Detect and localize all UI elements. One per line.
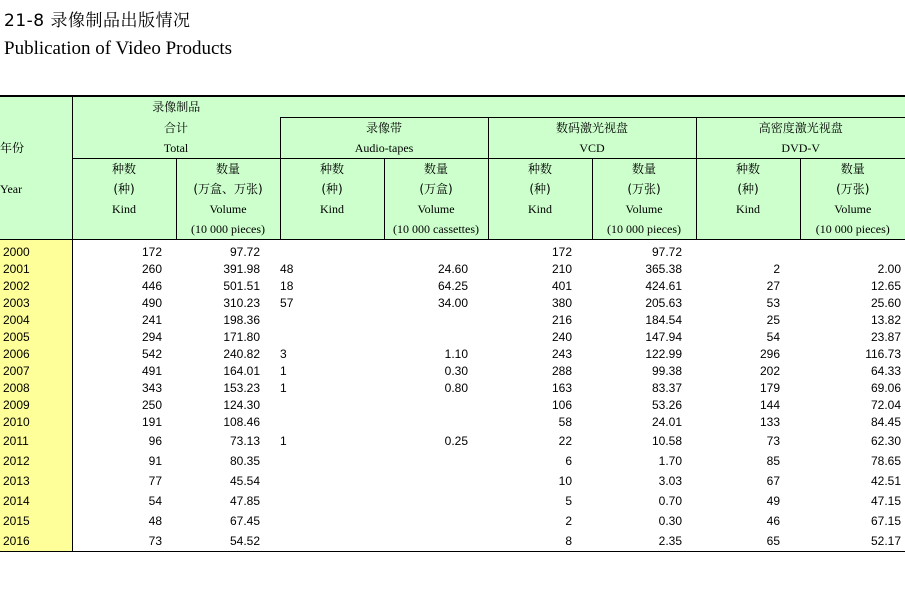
tapes-kind-cell xyxy=(280,451,384,471)
table-row xyxy=(0,346,905,363)
total-volume-cell: 97.72 xyxy=(229,245,261,259)
tapes-volume-cell xyxy=(384,414,488,431)
dvd-kind-cell: 85 xyxy=(766,454,781,468)
tapes-volume-cell xyxy=(384,397,488,414)
year-cell: 2015 xyxy=(0,511,72,531)
vcd-volume-en: Volume xyxy=(592,199,696,219)
tapes-kind-blank xyxy=(280,219,384,240)
vcd-kind-cn: 种数 xyxy=(488,159,592,180)
tapes-kind-cell xyxy=(280,471,384,491)
header-tapes-en: Audio-tapes xyxy=(280,138,488,159)
total-kind-cell: 96 xyxy=(148,434,162,448)
total-kind-cn: 种数 xyxy=(72,159,176,180)
total-kind-cell: 250 xyxy=(141,398,162,412)
dvd-kind-en: Kind xyxy=(696,199,800,219)
table-row xyxy=(0,397,905,414)
dvd-volume-cell: 47.15 xyxy=(870,494,902,508)
total-volume-cell: 73.13 xyxy=(229,434,261,448)
tapes-kind-cell xyxy=(280,414,384,431)
total-volume-en: Volume xyxy=(176,199,280,219)
total-volume-cell: 153.23 xyxy=(223,381,261,395)
tapes-kind-cell xyxy=(280,244,384,261)
vcd-volume-unit-en: (10 000 pieces) xyxy=(592,219,696,240)
vcd-volume-cell: 205.63 xyxy=(645,296,683,310)
year-cell: 2016 xyxy=(0,531,72,552)
vcd-volume-cell: 99.38 xyxy=(651,364,683,378)
year-cell: 2012 xyxy=(0,451,72,471)
total-kind-cell: 48 xyxy=(148,514,162,528)
vcd-volume-cell: 24.01 xyxy=(651,415,683,429)
header-dvd-cn: 高密度激光视盘 xyxy=(696,118,905,139)
vcd-kind-cell: 2 xyxy=(565,514,573,528)
vcd-volume-cn: 数量 xyxy=(592,159,696,180)
tapes-volume-unit: (万盒) xyxy=(384,179,488,199)
tapes-kind-cell xyxy=(280,491,384,511)
total-volume-unit-en: (10 000 pieces) xyxy=(176,219,280,240)
year-cell: 2003 xyxy=(0,295,72,312)
vcd-kind-unit: (种) xyxy=(488,179,592,199)
total-volume-cell: 47.85 xyxy=(229,494,261,508)
tapes-kind-cell xyxy=(280,511,384,531)
total-kind-cell: 343 xyxy=(141,381,162,395)
vcd-kind-cell: 401 xyxy=(551,279,573,293)
dvd-kind-cell: 53 xyxy=(766,296,781,310)
vcd-volume-cell: 2.35 xyxy=(592,531,696,552)
vcd-volume-cell: 424.61 xyxy=(645,279,683,293)
year-cell: 2001 xyxy=(0,261,72,278)
vcd-volume-cell: 147.94 xyxy=(645,330,683,344)
table-row xyxy=(0,278,905,295)
tapes-volume-cn: 数量 xyxy=(384,159,488,180)
dvd-kind-cell: 2 xyxy=(773,262,781,276)
tapes-kind-cell: 18 xyxy=(280,279,294,293)
total-kind-cell: 491 xyxy=(141,364,162,378)
vcd-kind-cell: 216 xyxy=(551,313,573,327)
year-header-blank-4 xyxy=(0,159,72,180)
table-row xyxy=(0,431,905,451)
year-cell: 2011 xyxy=(0,431,72,451)
dvd-volume-en: Volume xyxy=(800,199,905,219)
dvd-kind-cell: 49 xyxy=(766,494,781,508)
tapes-kind-en: Kind xyxy=(280,199,384,219)
vcd-kind-blank xyxy=(488,219,592,240)
vcd-kind-en: Kind xyxy=(488,199,592,219)
year-cell: 2014 xyxy=(0,491,72,511)
vcd-volume-cell: 10.58 xyxy=(651,434,683,448)
total-kind-cell: 91 xyxy=(148,454,162,468)
header-vcd-en: VCD xyxy=(488,138,696,159)
total-kind-cell: 73 xyxy=(72,531,176,552)
dvd-volume-cn: 数量 xyxy=(800,159,905,180)
year-cell: 2008 xyxy=(0,380,72,397)
header-top-blank xyxy=(280,96,905,118)
year-header-blank-top xyxy=(0,96,72,118)
tapes-kind-cell xyxy=(280,531,384,552)
table-row xyxy=(0,491,905,511)
table-row xyxy=(0,451,905,471)
dvd-volume-cell: 2.00 xyxy=(877,262,902,276)
tapes-volume-unit-en: (10 000 cassettes) xyxy=(384,219,488,240)
table-row xyxy=(0,363,905,380)
table-row xyxy=(0,380,905,397)
dvd-kind-cell xyxy=(696,244,800,261)
table-row xyxy=(0,531,905,552)
year-header-blank-7 xyxy=(0,219,72,240)
tapes-volume-cell: 0.25 xyxy=(444,434,469,448)
header-total-en: Total xyxy=(72,138,280,159)
vcd-volume-cell: 53.26 xyxy=(651,398,683,412)
header-tapes-cn: 录像带 xyxy=(280,118,488,139)
total-kind-cell: 446 xyxy=(141,279,162,293)
dvd-volume-unit: (万张) xyxy=(800,179,905,199)
dvd-volume-unit-en: (10 000 pieces) xyxy=(800,219,905,240)
total-volume-cn: 数量 xyxy=(176,159,280,180)
vcd-volume-cell: 0.70 xyxy=(658,494,683,508)
vcd-kind-cell: 22 xyxy=(558,434,573,448)
tapes-volume-cell xyxy=(384,491,488,511)
vcd-volume-cell: 184.54 xyxy=(645,313,683,327)
total-volume-unit: (万盒、万张) xyxy=(176,179,280,199)
vcd-kind-cell: 6 xyxy=(565,454,573,468)
tapes-kind-cell xyxy=(280,397,384,414)
table-row xyxy=(0,511,905,531)
vcd-kind-cell: 5 xyxy=(565,494,573,508)
dvd-kind-cell: 27 xyxy=(766,279,781,293)
tapes-volume-cell: 34.00 xyxy=(437,296,469,310)
total-volume-cell: 80.35 xyxy=(229,454,261,468)
dvd-kind-cell: 73 xyxy=(766,434,781,448)
vcd-kind-cell: 243 xyxy=(551,347,573,361)
total-volume-cell: 108.46 xyxy=(223,415,261,429)
vcd-kind-cell: 172 xyxy=(551,245,573,259)
page-title-en: Publication of Video Products xyxy=(4,38,233,59)
header-total-cn: 合计 xyxy=(72,118,280,139)
tapes-kind-cell xyxy=(280,329,384,346)
total-kind-blank xyxy=(72,219,176,240)
total-volume-cell: 501.51 xyxy=(223,279,261,293)
tapes-volume-cell: 0.30 xyxy=(444,364,469,378)
vcd-kind-cell: 210 xyxy=(551,262,573,276)
tapes-volume-cell: 24.60 xyxy=(437,262,469,276)
dvd-volume-cell xyxy=(800,244,905,261)
total-kind-cell: 172 xyxy=(141,245,162,259)
tapes-kind-cell: 48 xyxy=(280,262,294,276)
table-header xyxy=(0,96,905,240)
tapes-volume-cell xyxy=(384,312,488,329)
total-volume-cell: 164.01 xyxy=(223,364,261,378)
tapes-volume-cell: 64.25 xyxy=(437,279,469,293)
vcd-kind-cell: 8 xyxy=(488,531,592,552)
dvd-kind-cell: 46 xyxy=(766,514,781,528)
tapes-volume-cell xyxy=(384,329,488,346)
total-volume-cell: 171.80 xyxy=(223,330,261,344)
total-kind-en: Kind xyxy=(72,199,176,219)
table-body xyxy=(0,240,905,552)
vcd-kind-cell: 10 xyxy=(558,474,573,488)
total-volume-cell: 240.82 xyxy=(223,347,261,361)
year-cell: 2000 xyxy=(0,244,72,261)
dvd-volume-cell: 62.30 xyxy=(870,434,902,448)
tapes-volume-cell: 1.10 xyxy=(444,347,469,361)
tapes-kind-cell: 1 xyxy=(280,381,287,395)
year-header-cn: 年份 xyxy=(0,138,72,159)
tapes-volume-cell xyxy=(384,451,488,471)
vcd-kind-cell: 288 xyxy=(551,364,573,378)
vcd-volume-cell: 1.70 xyxy=(658,454,683,468)
dvd-volume-cell: 84.45 xyxy=(870,415,902,429)
year-cell: 2005 xyxy=(0,329,72,346)
tapes-volume-cell xyxy=(384,511,488,531)
year-cell: 2004 xyxy=(0,312,72,329)
dvd-kind-blank xyxy=(696,219,800,240)
dvd-volume-cell: 72.04 xyxy=(870,398,902,412)
tapes-volume-cell: 0.80 xyxy=(444,381,469,395)
vcd-volume-cell: 122.99 xyxy=(645,347,683,361)
tapes-kind-cell: 57 xyxy=(280,296,294,310)
total-volume-cell: 124.30 xyxy=(223,398,261,412)
table-row xyxy=(0,244,905,261)
dvd-kind-cell: 133 xyxy=(759,415,781,429)
dvd-kind-cn: 种数 xyxy=(696,159,800,180)
header-dvd-en: DVD-V xyxy=(696,138,905,159)
year-cell: 2013 xyxy=(0,471,72,491)
vcd-volume-cell: 0.30 xyxy=(658,514,683,528)
dvd-kind-cell: 54 xyxy=(766,330,781,344)
table-row xyxy=(0,312,905,329)
total-volume-cell: 45.54 xyxy=(229,474,261,488)
total-kind-cell: 241 xyxy=(141,313,162,327)
dvd-kind-cell: 179 xyxy=(759,381,781,395)
dvd-volume-cell: 69.06 xyxy=(870,381,902,395)
total-volume-cell: 198.36 xyxy=(223,313,261,327)
table-row xyxy=(0,295,905,312)
total-kind-unit: (种) xyxy=(72,179,176,199)
tapes-kind-unit: (种) xyxy=(280,179,384,199)
table-row xyxy=(0,471,905,491)
tapes-volume-cell xyxy=(384,244,488,261)
total-kind-cell: 294 xyxy=(141,330,162,344)
dvd-kind-cell: 25 xyxy=(766,313,781,327)
table-row xyxy=(0,261,905,278)
table-row xyxy=(0,414,905,431)
tapes-volume-cell xyxy=(384,471,488,491)
dvd-volume-cell: 23.87 xyxy=(870,330,902,344)
dvd-volume-cell: 116.73 xyxy=(865,347,902,361)
year-cell: 2010 xyxy=(0,414,72,431)
year-header-en: Year xyxy=(0,179,72,199)
header-vcd-cn: 数码激光视盘 xyxy=(488,118,696,139)
header-top-group: 录像制品 xyxy=(72,96,280,118)
video-products-table xyxy=(0,95,905,552)
tapes-kind-cell xyxy=(280,312,384,329)
tapes-kind-cell: 3 xyxy=(280,347,287,361)
vcd-kind-cell: 163 xyxy=(551,381,573,395)
total-kind-cell: 77 xyxy=(148,474,162,488)
dvd-volume-cell: 12.65 xyxy=(870,279,902,293)
dvd-volume-cell: 13.82 xyxy=(870,313,902,327)
total-volume-cell: 310.23 xyxy=(223,296,261,310)
tapes-kind-cell: 1 xyxy=(280,434,287,448)
dvd-volume-cell: 64.33 xyxy=(870,364,902,378)
dvd-kind-cell: 144 xyxy=(759,398,781,412)
dvd-kind-cell: 202 xyxy=(759,364,781,378)
vcd-kind-cell: 106 xyxy=(551,398,573,412)
dvd-volume-cell: 52.17 xyxy=(800,531,905,552)
dvd-volume-cell: 67.15 xyxy=(870,514,902,528)
dvd-volume-cell: 78.65 xyxy=(870,454,902,468)
tapes-kind-cn: 种数 xyxy=(280,159,384,180)
vcd-volume-cell: 3.03 xyxy=(658,474,683,488)
vcd-kind-cell: 240 xyxy=(551,330,573,344)
total-kind-cell: 260 xyxy=(141,262,162,276)
vcd-volume-cell: 365.38 xyxy=(645,262,683,276)
vcd-volume-cell: 97.72 xyxy=(651,245,683,259)
year-cell: 2002 xyxy=(0,278,72,295)
year-header-blank-2 xyxy=(0,118,72,139)
vcd-kind-cell: 380 xyxy=(551,296,573,310)
dvd-kind-cell: 67 xyxy=(766,474,781,488)
total-kind-cell: 191 xyxy=(141,415,162,429)
page-title-cn: 21-8 录像制品出版情况 xyxy=(4,11,191,31)
total-kind-cell: 490 xyxy=(141,296,162,310)
vcd-volume-cell: 83.37 xyxy=(651,381,683,395)
dvd-kind-cell: 65 xyxy=(696,531,800,552)
total-kind-cell: 54 xyxy=(148,494,162,508)
tapes-volume-en: Volume xyxy=(384,199,488,219)
total-volume-cell: 391.98 xyxy=(223,262,261,276)
tapes-volume-cell xyxy=(384,531,488,552)
vcd-volume-unit: (万张) xyxy=(592,179,696,199)
total-volume-cell: 67.45 xyxy=(229,514,261,528)
year-cell: 2007 xyxy=(0,363,72,380)
year-cell: 2006 xyxy=(0,346,72,363)
dvd-volume-cell: 25.60 xyxy=(870,296,902,310)
tapes-kind-cell: 1 xyxy=(280,364,287,378)
table-row xyxy=(0,329,905,346)
total-kind-cell: 542 xyxy=(141,347,162,361)
year-cell: 2009 xyxy=(0,397,72,414)
vcd-kind-cell: 58 xyxy=(558,415,573,429)
dvd-volume-cell: 42.51 xyxy=(870,474,902,488)
year-header-blank-6 xyxy=(0,199,72,219)
dvd-kind-cell: 296 xyxy=(759,347,781,361)
dvd-kind-unit: (种) xyxy=(696,179,800,199)
total-volume-cell: 54.52 xyxy=(176,531,280,552)
